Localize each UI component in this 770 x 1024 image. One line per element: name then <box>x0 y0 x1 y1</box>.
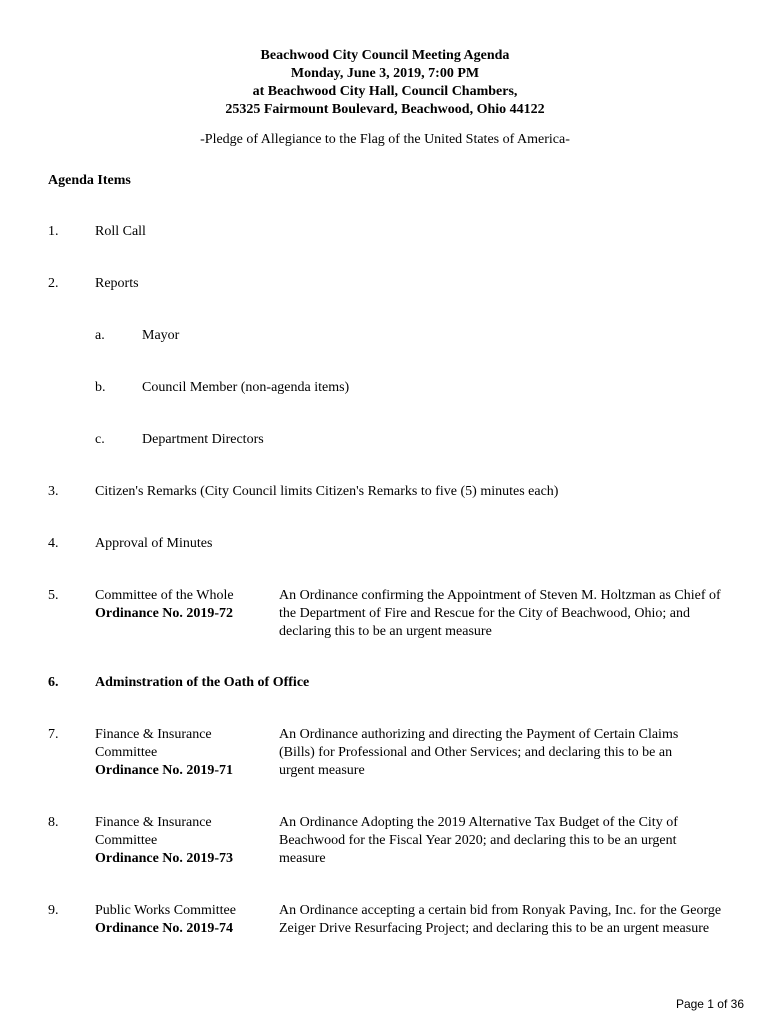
item-number: 8. <box>48 815 59 830</box>
item-number: 6. <box>48 675 59 690</box>
ordinance-description: An Ordinance authorizing and directing the Payment of Certain Claims (Bills) for Professional and Other Services; and declaring this to be an urgent measure <box>279 727 679 778</box>
item-label: Reports <box>95 276 139 291</box>
pledge-line: -Pledge of Allegiance to the Flag of the United States of America- <box>200 132 570 147</box>
committee-name: Finance & Insurance Committee <box>95 815 212 848</box>
meeting-address: 25325 Fairmount Boulevard, Beachwood, Ohio 44122 <box>225 102 545 117</box>
committee-block <box>95 902 275 938</box>
committee-block <box>95 726 265 780</box>
subitem-letter: c. <box>95 432 105 447</box>
ordinance-description: An Ordinance accepting a certain bid from Ronyak Paving, Inc. for the George Zeiger Drive Resurfacing Project; and declaring this to be an urgent measure <box>279 903 722 936</box>
ordinance-number: Ordinance No. 2019-73 <box>95 851 234 866</box>
meeting-date: Monday, June 3, 2019, 7:00 PM <box>290 66 480 81</box>
item-number: 3. <box>48 484 59 499</box>
ordinance-description: An Ordinance Adopting the 2019 Alternative Tax Budget of the City of Beachwood for the Fiscal Year 2020; and declaring this to be an urgent measure <box>279 815 678 866</box>
item-number: 1. <box>48 224 59 239</box>
committee-block <box>95 814 265 868</box>
page-number: Page 1 of 36 <box>675 997 744 1011</box>
meeting-location: at Beachwood City Hall, Council Chambers, <box>252 84 518 99</box>
committee-block <box>95 587 275 623</box>
item-label: Citizen's Remarks (City Council limits Citizen's Remarks to five (5) minutes each) <box>95 484 559 499</box>
committee-name: Public Works Committee <box>95 903 236 918</box>
committee-name: Finance & Insurance Committee <box>95 727 212 760</box>
subitem-label: Council Member (non-agenda items) <box>142 380 350 395</box>
ordinance-description: An Ordinance confirming the Appointment of Steven M. Holtzman as Chief of the Department of Fire and Rescue for the City of Beachwood, Ohio; and declaring this to be an urgent measure <box>279 588 721 639</box>
ordinance-number: Ordinance No. 2019-74 <box>95 921 234 936</box>
item-number: 2. <box>48 276 59 291</box>
item-label: Adminstration of the Oath of Office <box>95 675 310 690</box>
subitem-label: Department Directors <box>142 432 264 447</box>
subitem-letter: a. <box>95 328 105 343</box>
committee-name: Committee of the Whole <box>95 588 234 603</box>
item-label: Approval of Minutes <box>95 536 213 551</box>
item-number: 9. <box>48 903 59 918</box>
ordinance-number: Ordinance No. 2019-72 <box>95 606 234 621</box>
item-number: 4. <box>48 536 59 551</box>
item-number: 7. <box>48 727 59 742</box>
subitem-label: Mayor <box>142 328 180 343</box>
ordinance-number: Ordinance No. 2019-71 <box>95 763 234 778</box>
subitem-letter: b. <box>95 380 106 395</box>
agenda-title: Beachwood City Council Meeting Agenda <box>260 48 510 63</box>
item-label: Roll Call <box>95 224 146 239</box>
item-number: 5. <box>48 588 59 603</box>
section-title: Agenda Items <box>48 173 131 188</box>
